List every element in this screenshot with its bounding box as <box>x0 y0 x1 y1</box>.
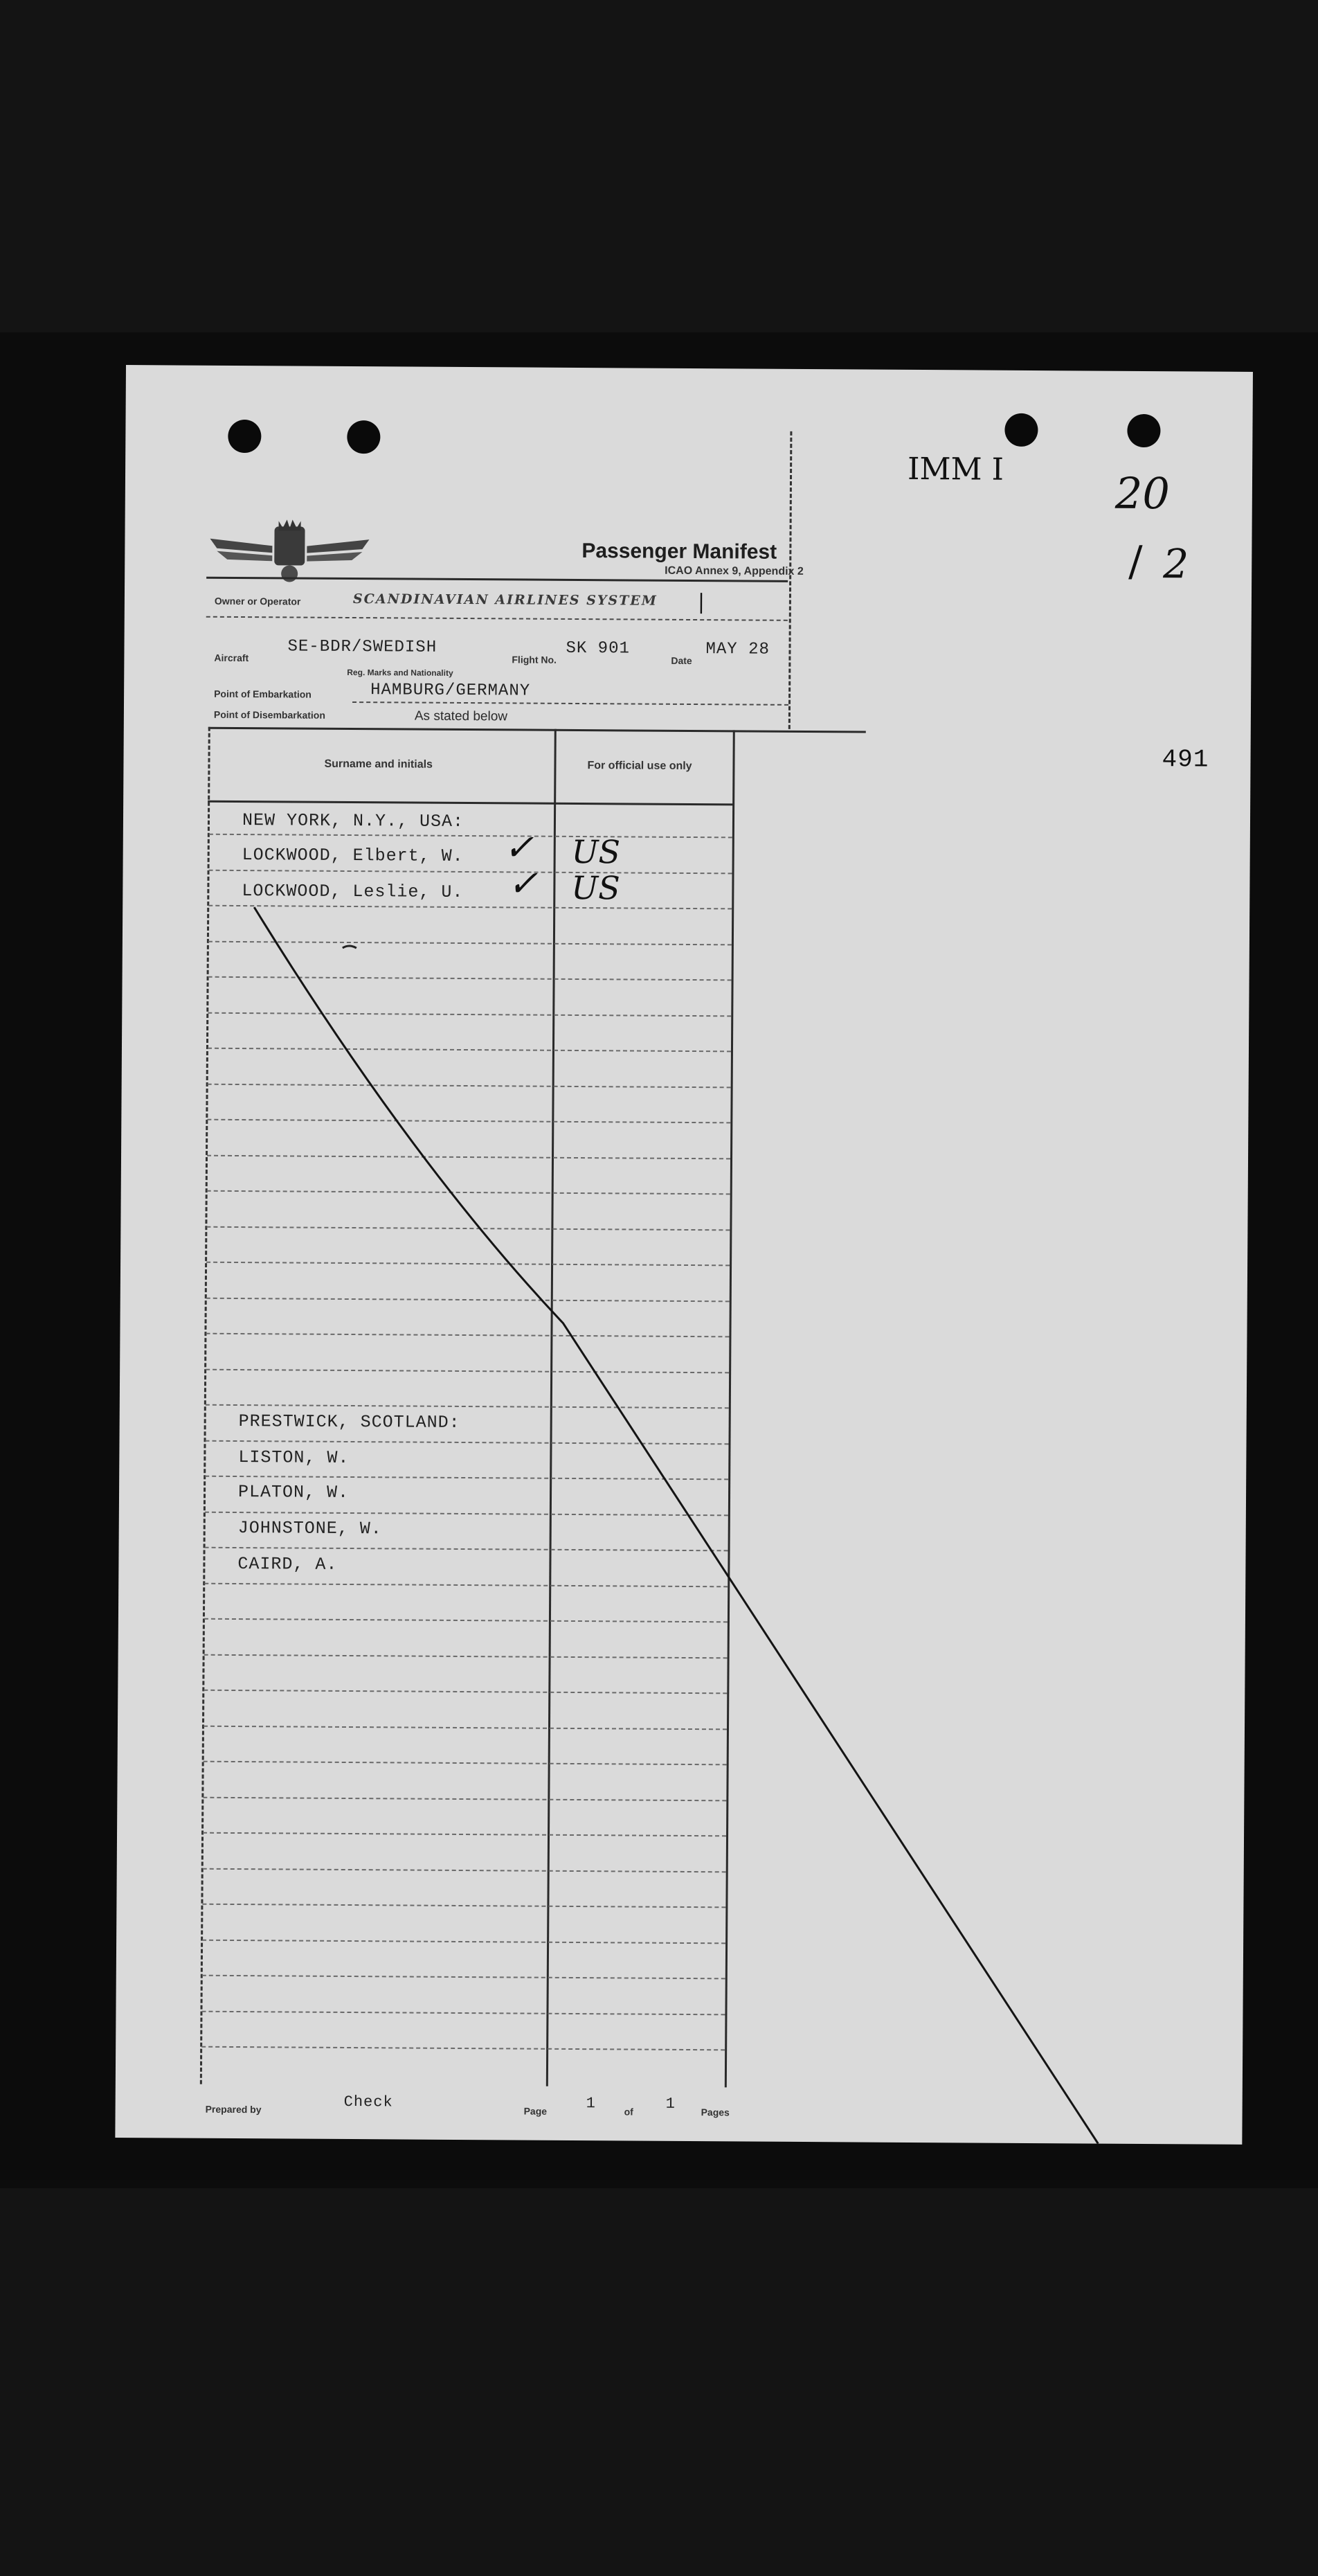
operator-stamp: SCANDINAVIAN AIRLINES SYSTEM <box>352 591 658 609</box>
embarkation-label: Point of Embarkation <box>214 688 312 700</box>
manifest-subtitle: ICAO Annex 9, Appendix 2 <box>665 564 804 578</box>
embarkation-value: HAMBURG/GERMANY <box>370 681 531 701</box>
operator-tick: | <box>697 590 705 615</box>
page-value: 1 <box>586 2095 596 2113</box>
entry-name: LISTON, W. <box>238 1447 350 1468</box>
check-mark: ✓ <box>503 827 534 869</box>
column-header-official: For official use only <box>587 760 692 773</box>
page-label: Page <box>523 2105 548 2117</box>
entry-name: JOHNSTONE, W. <box>237 1518 382 1539</box>
entry-name: LOCKWOOD, Leslie, U. <box>242 881 464 902</box>
prepared-by-value: Check <box>343 2093 393 2111</box>
scan-top-band <box>0 0 1318 332</box>
entry-official-mark: US <box>571 868 620 907</box>
aircraft-value: SE-BDR/SWEDISH <box>287 637 437 657</box>
handwritten-fraction-bottom: 2 <box>1163 540 1189 588</box>
stamp-number: 491 <box>1162 745 1209 774</box>
cancellation-line <box>115 365 1253 2145</box>
pages-label: Pages <box>701 2107 730 2118</box>
manifest-sheet <box>115 365 1253 2145</box>
entry-name: LOCKWOOD, Elbert, W. <box>242 845 464 866</box>
scan-bottom-band <box>0 2188 1318 2576</box>
handwritten-fraction-top: 20 <box>1114 467 1171 519</box>
check-mark: ✓ <box>507 863 539 905</box>
prepared-by-label: Prepared by <box>205 2103 262 2116</box>
entry-name: PLATON, W. <box>237 1482 350 1503</box>
of-label: of <box>624 2106 633 2118</box>
aircraft-label: Aircraft <box>214 652 249 664</box>
entry-name: PRESTWICK, SCOTLAND: <box>238 1411 460 1433</box>
of-value: 1 <box>665 2095 676 2113</box>
flight-value: SK 901 <box>566 638 631 659</box>
handwritten-fraction-slash: / <box>1128 537 1143 586</box>
date-value: MAY 28 <box>705 640 770 659</box>
handwritten-imm-note: IMM I <box>907 451 1004 488</box>
flight-label: Flight No. <box>512 654 557 665</box>
entry-name: CAIRD, A. <box>237 1554 338 1575</box>
disembarkation-label: Point of Disembarkation <box>213 708 325 721</box>
operator-label: Owner or Operator <box>214 595 301 607</box>
date-label: Date <box>671 654 692 667</box>
entry-official-mark: US <box>571 832 621 871</box>
entry-name: NEW YORK, N.Y., USA: <box>242 810 464 832</box>
manifest-title: Passenger Manifest <box>581 539 777 564</box>
column-header-name: Surname and initials <box>324 758 433 771</box>
disembarkation-value: As stated below <box>414 708 508 724</box>
aircraft-sublabel: Reg. Marks and Nationality <box>347 667 453 678</box>
